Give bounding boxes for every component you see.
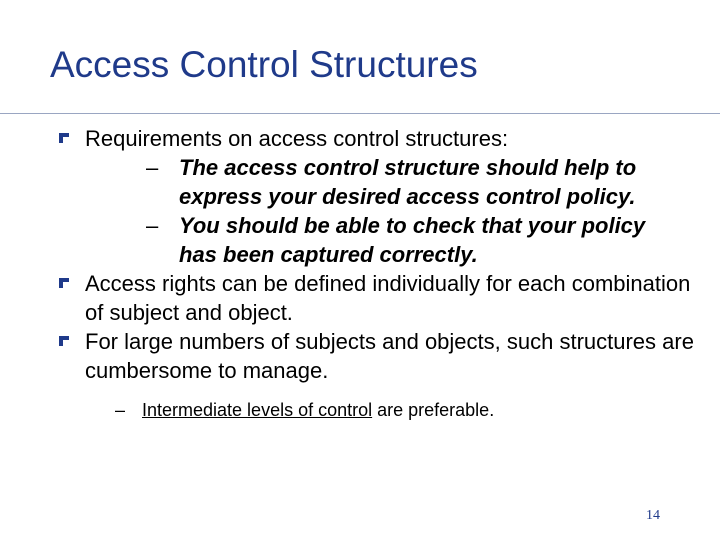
bullet-access-rights	[58, 269, 698, 327]
dash-marker: –	[115, 400, 126, 420]
bullet-text: Access rights can be defined individually for each combination of subject and object.	[85, 271, 691, 325]
subbullet-intermediate-levels	[115, 397, 698, 423]
subbullet-text: You should be able to check that your policy has been captured correctly.	[179, 213, 646, 267]
subbullet-check-policy	[146, 211, 679, 269]
subbullet-text: are preferable.	[372, 400, 495, 420]
page-number: 14	[646, 508, 660, 523]
square-bullet-icon	[58, 277, 72, 291]
square-bullet-icon	[58, 132, 72, 146]
bullet-large-numbers	[58, 327, 698, 385]
slide-title: Access Control Structures	[50, 44, 478, 85]
bullet-requirements	[58, 124, 698, 153]
underlined-phrase: Intermediate levels of control	[142, 400, 373, 420]
dash-marker: –	[146, 155, 159, 180]
slide-body	[58, 124, 698, 423]
subbullet-express-policy	[146, 153, 679, 211]
bullet-text: For large numbers of subjects and objects, such structures are cumbersome to manage.	[85, 329, 694, 383]
dash-marker: –	[146, 213, 159, 238]
bullet-text: Requirements on access control structures:	[85, 126, 509, 151]
square-bullet-icon	[58, 335, 72, 349]
title-divider	[0, 113, 720, 114]
subbullet-text: The access control structure should help to express your desired access control policy.	[179, 155, 637, 209]
